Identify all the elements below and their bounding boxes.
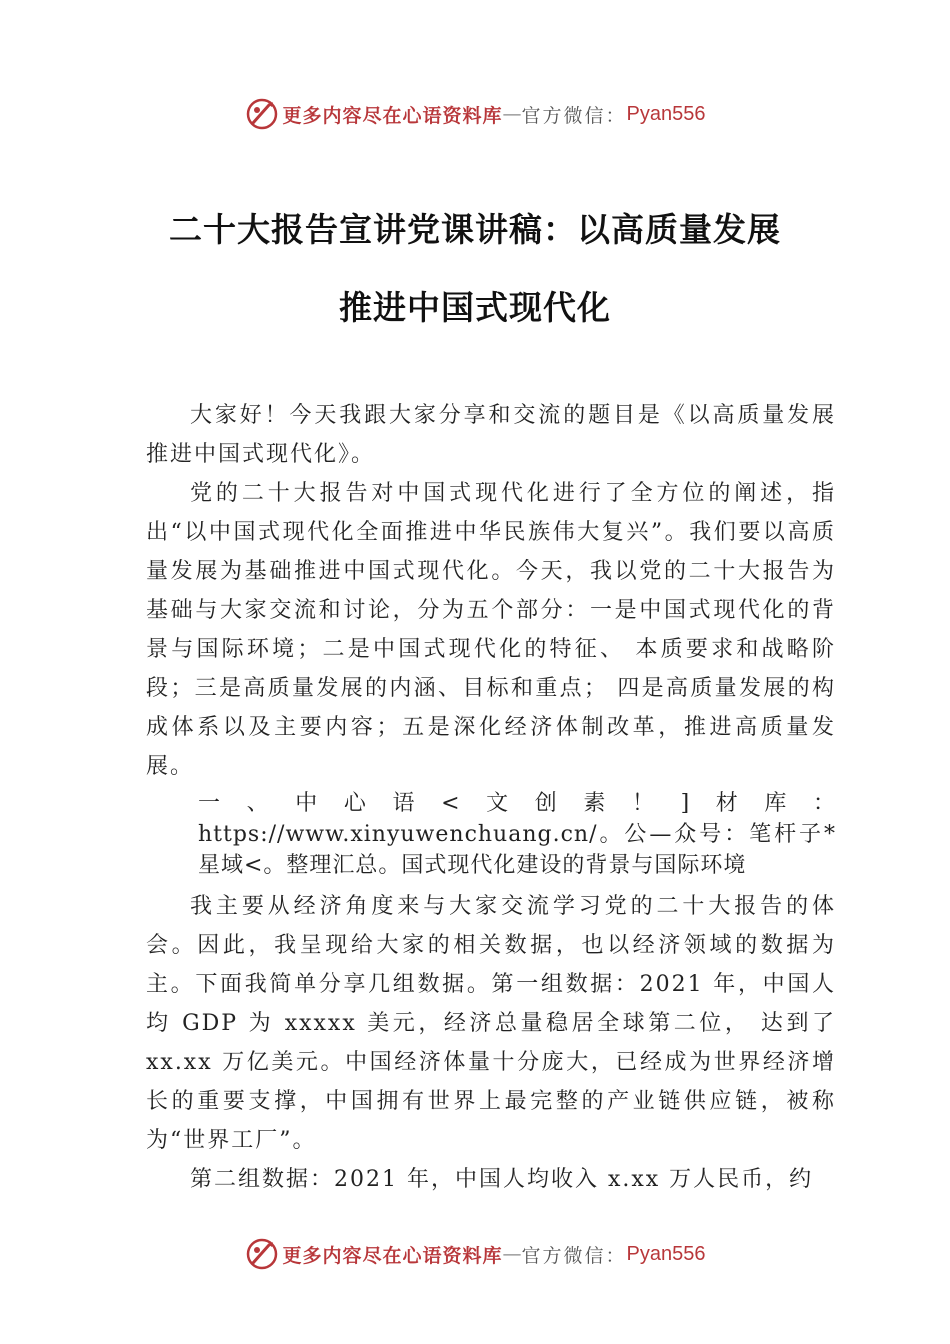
header-brand-text: 更多内容尽在心语资料库 [282, 104, 503, 127]
footer-separator: — [502, 1243, 522, 1265]
header-wechat-id: Pyan556 [626, 102, 706, 125]
footer-wechat-id: Pyan556 [626, 1242, 706, 1265]
paragraph-overview: 党的二十大报告对中国式现代化进行了全方位的阐述，指出“以中国式现代化全面推进中华民族伟大复兴”。我们要以高质量发展为基础推进中国式现代化。今天，我以党的二十大报告为基础与大家交流和讨论，分为五个部分：一是中国式现代化的背景与国际环境；二是中国式现代化的特征、 本质要求和战略阶段；三是高质量发展的内涵、目标和重点； 四是高质量发展的构成体系以及主要内容；五是深化经济体制改革，推进高质量发展。 [146, 481, 836, 779]
header-banner [0, 94, 950, 134]
footer-banner [0, 1234, 950, 1274]
brand-logo-icon [245, 97, 279, 131]
paragraph-data-group-1: 我主要从经济角度来与大家交流学习党的二十大报告的体会。因此，我呈现给大家的相关数据，也以经济领域的数据为主。下面我简单分享几组数据。第一组数据：2021 年，中国人均 GDP 为 xxxxx 美元，经济总量稳居全球第二位， 达到了 xx.xx 万亿美元。中国经济体量十分庞大，已经成为世界经济增长的重要支撑，中国拥有世界上最完整的产业链供应链，被称为“世界工厂”。 [146, 894, 836, 1153]
footer-brand-text: 更多内容尽在心语资料库 [282, 1244, 503, 1267]
brand-logo-icon [245, 1237, 279, 1271]
section-heading-1: 一、中心语<文创素！]材库：https://www.xinyuwenchuang.cn/。公—众号：笔杆子*星域<。整理汇总。国式现代化建设的背景与国际环境 [198, 791, 836, 878]
document-body [146, 396, 836, 1199]
header-wechat-label: 官方微信： [521, 104, 627, 127]
paragraph-greeting: 大家好！今天我跟大家分享和交流的题目是《以高质量发展推进中国式现代化》。 [146, 403, 836, 467]
header-separator: — [502, 103, 522, 125]
document-title-line2: 推进中国式现代化 [339, 288, 611, 327]
footer-wechat-label: 官方微信： [521, 1244, 627, 1267]
paragraph-data-group-2: 第二组数据：2021 年，中国人均收入 x.xx 万人民币，约 [190, 1167, 814, 1192]
document-title-line1: 二十大报告宣讲党课讲稿：以高质量发展 [169, 210, 781, 249]
